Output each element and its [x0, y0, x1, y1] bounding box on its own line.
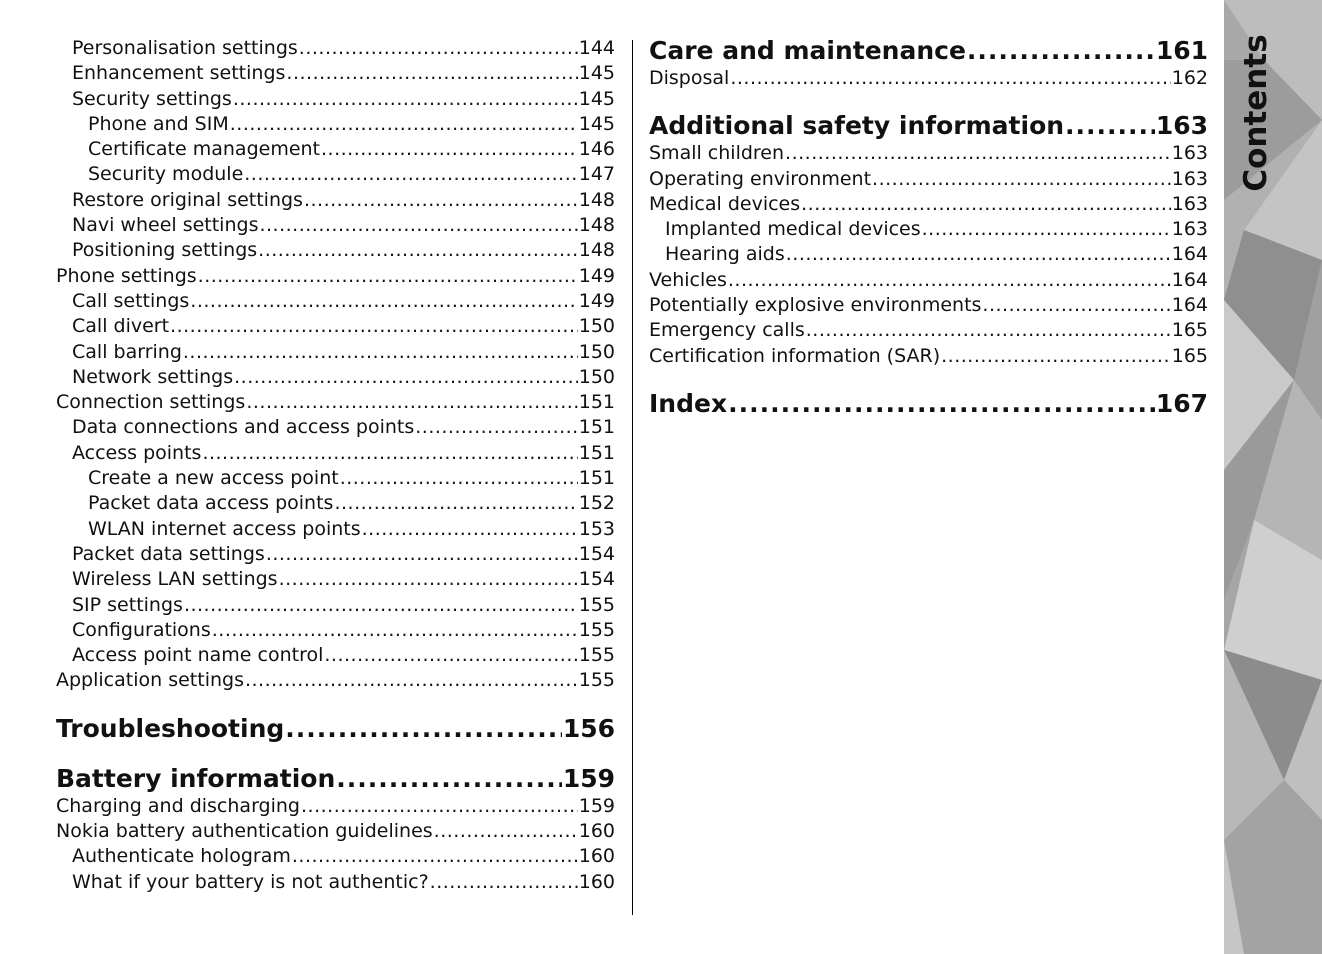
toc-heading[interactable]: [649, 389, 1208, 419]
toc-entry-title: Vehicles: [649, 268, 727, 291]
toc-entry-title: Operating environment: [649, 167, 872, 190]
toc-entry-page: 147: [578, 163, 615, 186]
toc-entry-title: Disposal: [649, 67, 730, 89]
dot-leader: [244, 162, 577, 187]
toc-entry-title: Positioning settings: [72, 239, 258, 262]
dot-leader: [198, 264, 578, 289]
toc-entry-page: 154: [578, 568, 615, 591]
toc-entry[interactable]: [649, 192, 1208, 217]
dot-leader: [336, 764, 562, 794]
toc-entry-title: Security settings: [72, 87, 232, 110]
toc-entry-page: 160: [578, 845, 615, 868]
toc-entry-page: 162: [1171, 67, 1208, 89]
dot-leader: [362, 517, 578, 542]
toc-entry[interactable]: [56, 289, 615, 314]
toc-entry-title: Configurations: [72, 618, 211, 641]
sidebar-title: Contents: [1238, 34, 1274, 192]
toc-entry-title: Authenticate hologram: [72, 845, 291, 868]
toc-entry-page: 152: [578, 492, 615, 515]
toc-entry-title: Emergency calls: [649, 319, 805, 342]
dot-leader: [786, 242, 1171, 267]
toc-entry-page: 163: [1171, 218, 1208, 241]
toc-entry-page: 164: [1171, 268, 1208, 291]
toc-entry-page: 165: [1171, 344, 1208, 367]
toc-entry[interactable]: [649, 344, 1208, 369]
toc-entry-page: 163: [1155, 111, 1208, 141]
toc-heading[interactable]: [649, 36, 1208, 66]
dot-leader: [212, 618, 578, 643]
toc-entry-page: 148: [578, 214, 615, 237]
dot-leader: [286, 61, 577, 86]
toc-entry-title: Data connections and access points: [72, 416, 415, 439]
toc-entry-title: Security module: [88, 163, 244, 186]
toc-entry-page: 146: [578, 138, 615, 161]
toc-entry[interactable]: [56, 36, 615, 61]
toc-entry-page: 161: [1155, 36, 1208, 65]
toc-entry-page: 155: [578, 644, 615, 667]
toc-entry[interactable]: [649, 167, 1208, 192]
dot-leader: [324, 643, 577, 668]
dot-leader: [266, 542, 578, 567]
toc-left-column: [56, 36, 615, 895]
toc-entry[interactable]: [649, 268, 1208, 293]
toc-entry-title: Enhancement settings: [72, 62, 286, 85]
dot-leader: [730, 66, 1170, 91]
toc-entry[interactable]: [56, 794, 615, 819]
toc-entry-page: 151: [578, 416, 615, 439]
toc-entry-title: Charging and discharging: [56, 794, 300, 817]
toc-entry-page: 150: [578, 365, 615, 388]
toc-entry-title: Restore original settings: [72, 188, 303, 211]
toc-entry-title: Troubleshooting: [56, 713, 285, 743]
toc-entry-page: 145: [578, 112, 615, 135]
toc-heading[interactable]: [56, 764, 615, 794]
dot-leader: [728, 389, 1155, 419]
toc-entry[interactable]: [649, 66, 1208, 91]
dot-leader: [245, 668, 578, 693]
dot-leader: [982, 293, 1170, 318]
toc-entry-page: 155: [578, 593, 615, 616]
dot-leader: [334, 491, 577, 516]
toc-entry[interactable]: [649, 318, 1208, 343]
toc-entry-page: 153: [578, 517, 615, 540]
toc-entry-title: Potentially explosive environments: [649, 294, 982, 317]
dot-leader: [941, 344, 1171, 369]
dot-leader: [184, 593, 578, 618]
dot-leader: [1065, 111, 1155, 141]
toc-entry[interactable]: [56, 162, 615, 187]
dot-leader: [304, 188, 578, 213]
dot-leader: [230, 112, 578, 137]
toc-entry-title: Call barring: [72, 340, 182, 363]
toc-entry[interactable]: [56, 517, 615, 542]
toc-entry-page: 163: [1171, 192, 1208, 215]
toc-entry-page: 160: [578, 870, 615, 893]
dot-leader: [190, 289, 577, 314]
toc-entry-page: 160: [578, 820, 615, 843]
toc-entry[interactable]: [56, 819, 615, 844]
dot-leader: [170, 314, 578, 339]
toc-entry-title: Call divert: [72, 315, 170, 338]
toc-entry-page: 149: [578, 264, 615, 287]
toc-entry-title: Personalisation settings: [72, 37, 298, 59]
toc-entry-title: Additional safety information: [649, 111, 1065, 141]
toc-entry-title: Wireless LAN settings: [72, 568, 278, 591]
toc-entry-title: What if your battery is not authentic?: [72, 870, 429, 893]
toc-entry-page: 164: [1171, 294, 1208, 317]
toc-entry-title: Network settings: [72, 365, 234, 388]
dot-leader: [321, 137, 578, 162]
toc-entry[interactable]: [56, 542, 615, 567]
dot-leader: [340, 466, 578, 491]
dot-leader: [279, 567, 578, 592]
toc-entry-page: 154: [578, 542, 615, 565]
toc-entry-title: Certificate management: [88, 138, 321, 161]
toc-entry[interactable]: [56, 870, 615, 895]
toc-entry-title: Phone and SIM: [88, 112, 229, 135]
toc-entry[interactable]: [56, 844, 615, 869]
toc-entry-page: 150: [578, 340, 615, 363]
toc-entry[interactable]: [56, 61, 615, 86]
toc-entry-title: Phone settings: [56, 264, 197, 287]
dot-leader: [430, 870, 578, 895]
toc-entry-title: Implanted medical devices: [665, 218, 921, 241]
toc-entry-page: 149: [578, 289, 615, 312]
toc-entry-page: 148: [578, 188, 615, 211]
toc-entry-title: Nokia battery authentication guidelines: [56, 820, 433, 843]
dot-leader: [233, 87, 578, 112]
toc-entry[interactable]: [649, 217, 1208, 242]
toc-entry[interactable]: [649, 293, 1208, 318]
toc-entry-page: 145: [578, 87, 615, 110]
toc-entry-title: Create a new access point: [88, 467, 339, 490]
toc-entry-title: WLAN internet access points: [88, 517, 361, 540]
toc-heading[interactable]: [56, 714, 615, 744]
toc-entry[interactable]: [56, 567, 615, 592]
toc-entry-page: 151: [578, 467, 615, 490]
toc-entry-page: 163: [1171, 142, 1208, 165]
toc-entry[interactable]: [56, 668, 615, 693]
toc-entry-title: Certification information (SAR): [649, 344, 941, 367]
toc-entry-page: 150: [578, 315, 615, 338]
toc-entry-title: Access point name control: [72, 644, 324, 667]
toc-entry[interactable]: [56, 112, 615, 137]
section-title-vertical: [1228, 34, 1284, 192]
toc-entry-title: Care and maintenance: [649, 36, 966, 65]
dot-leader: [258, 238, 578, 263]
dot-leader: [246, 390, 577, 415]
toc-entry-title: Hearing aids: [665, 243, 785, 266]
toc-entry[interactable]: [649, 141, 1208, 166]
toc-entry-page: 165: [1171, 319, 1208, 342]
toc-entry-page: 167: [1155, 388, 1208, 418]
toc-entry[interactable]: [649, 242, 1208, 267]
dot-leader: [292, 844, 578, 869]
toc-entry[interactable]: [56, 264, 615, 289]
toc-entry[interactable]: [56, 441, 615, 466]
toc-entry-page: 151: [578, 391, 615, 414]
dot-leader: [285, 714, 562, 744]
dot-leader: [806, 318, 1171, 343]
toc-entry-title: Small children: [649, 142, 785, 165]
dot-leader: [872, 167, 1171, 192]
toc-entry[interactable]: [56, 87, 615, 112]
toc-entry[interactable]: [56, 314, 615, 339]
dot-leader: [202, 441, 577, 466]
toc-entry[interactable]: [56, 593, 615, 618]
toc-entry-page: 159: [562, 763, 615, 793]
toc-entry[interactable]: [56, 415, 615, 440]
toc-entry-title: Packet data access points: [88, 492, 334, 515]
toc-entry-page: 163: [1171, 167, 1208, 190]
toc-entry-title: SIP settings: [72, 593, 183, 616]
dot-leader: [415, 415, 578, 440]
toc-entry-title: Application settings: [56, 669, 244, 692]
column-divider: [632, 40, 633, 915]
dot-leader: [259, 213, 577, 238]
toc-entry-page: 159: [578, 794, 615, 817]
toc-entry-title: Navi wheel settings: [72, 214, 259, 237]
dot-leader: [234, 365, 578, 390]
toc-entry[interactable]: [56, 390, 615, 415]
toc-entry[interactable]: [56, 213, 615, 238]
toc-right-column: [649, 36, 1208, 419]
toc-entry[interactable]: [56, 618, 615, 643]
dot-leader: [728, 268, 1171, 293]
toc-entry-page: 145: [578, 62, 615, 85]
dot-leader: [967, 36, 1155, 66]
toc-entry-title: Battery information: [56, 763, 336, 793]
toc-entry-page: 155: [578, 669, 615, 692]
toc-entry-title: Packet data settings: [72, 542, 265, 565]
dot-leader: [785, 141, 1171, 166]
toc-entry-page: 148: [578, 239, 615, 262]
toc-entry-page: 156: [562, 713, 615, 743]
toc-entry-page: 151: [578, 441, 615, 464]
toc-entry[interactable]: [56, 340, 615, 365]
dot-leader: [301, 794, 578, 819]
toc-entry-title: Call settings: [72, 289, 190, 312]
dot-leader: [434, 819, 578, 844]
toc-entry-page: 155: [578, 618, 615, 641]
dot-leader: [801, 192, 1171, 217]
toc-entry-page: 144: [578, 37, 615, 59]
toc-entry[interactable]: [56, 643, 615, 668]
toc-entry[interactable]: [56, 466, 615, 491]
toc-heading[interactable]: [649, 111, 1208, 141]
toc-entry-title: Connection settings: [56, 391, 246, 414]
toc-entry-title: Access points: [72, 441, 202, 464]
toc-entry[interactable]: [56, 188, 615, 213]
toc-entry-title: Medical devices: [649, 192, 801, 215]
toc-entry[interactable]: [56, 238, 615, 263]
toc-entry[interactable]: [56, 137, 615, 162]
toc-entry-title: Index: [649, 388, 728, 418]
dot-leader: [299, 36, 578, 61]
dot-leader: [183, 340, 578, 365]
toc-entry[interactable]: [56, 491, 615, 516]
toc-entry-page: 164: [1171, 243, 1208, 266]
dot-leader: [922, 217, 1171, 242]
toc-entry[interactable]: [56, 365, 615, 390]
